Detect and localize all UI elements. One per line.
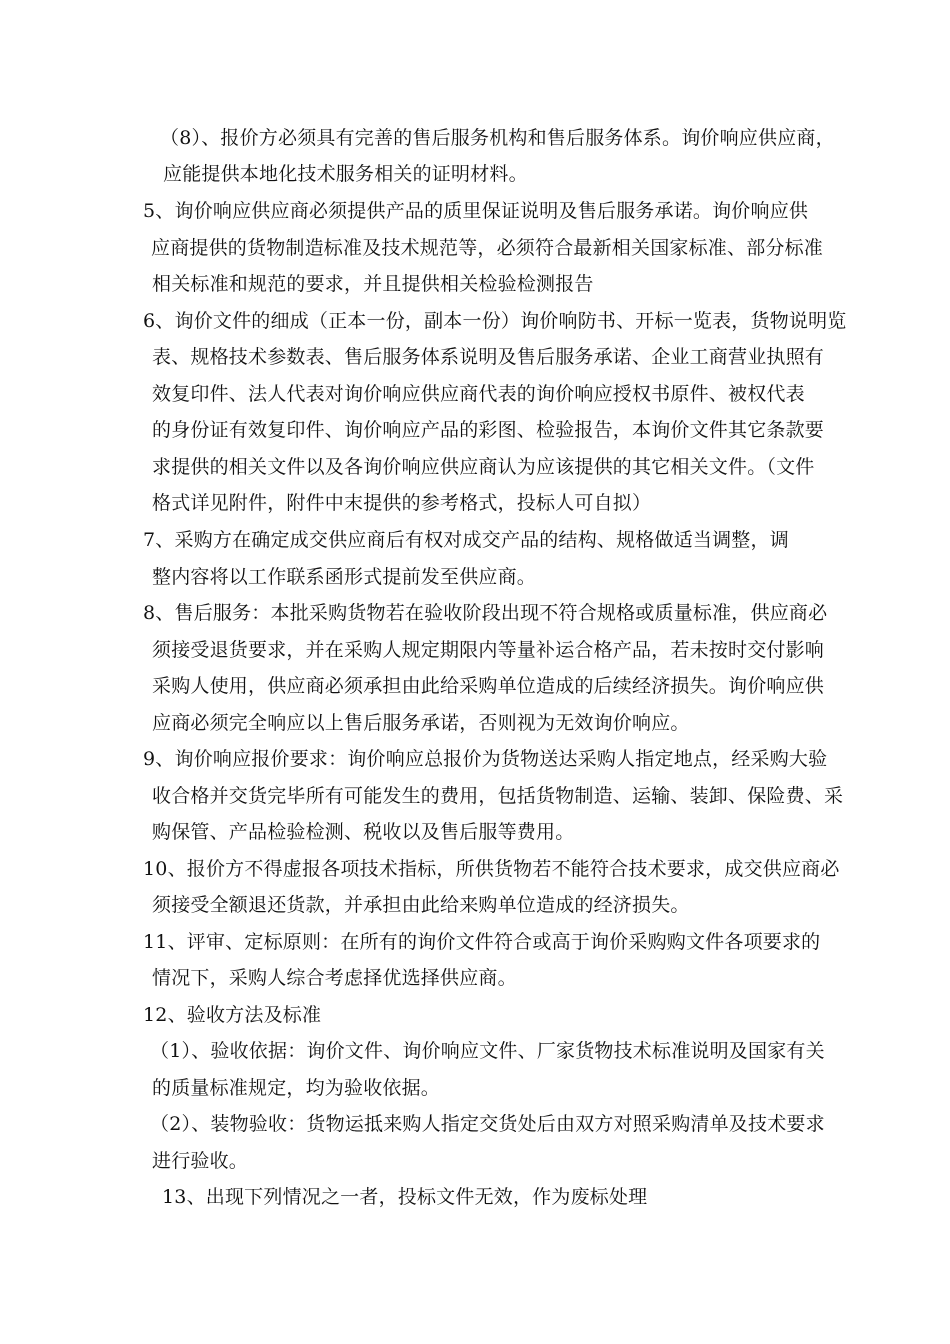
text-line-9: 的身份证有效复印件、询价响应产品的彩图、检验报告，本询价文件其它条款要 (152, 419, 825, 441)
text-line-22: 须接受全额退还货款，并承担由此给来购单位造成的经济损失。 (152, 894, 690, 916)
text-line-18: 9、询价响应报价要求：询价响应总报价为货物送达采购人指定地点，经采购大验 (143, 748, 828, 770)
text-line-21: 10、报价方不得虚报各项技术指标，所供货物若不能符合技术要求，成交供应商必 (143, 858, 840, 880)
text-line-4: 应商提供的货物制造标准及技术规范等，必须符合最新相关国家标准、部分标准 (151, 237, 824, 259)
text-line-1: （8）、报价方必须具有完善的售后服务机构和售后服务体系。询价响应供应商， (160, 127, 835, 149)
text-line-13: 整内容将以工作联系函形式提前发至供应商。 (152, 566, 537, 588)
text-line-11: 格式详见附件，附件中末提供的参考格式，投标人可自拟） (152, 492, 652, 514)
text-line-10: 求提供的相关文件以及各询价响应供应商认为应该提供的其它相关文件。（文件 (152, 456, 815, 478)
text-line-14: 8、售后服务：本批采购货物若在验收阶段出现不符合规格或质量标准，供应商必 (143, 602, 828, 624)
text-line-2: 应能提供本地化技术服务相关的证明材料。 (163, 163, 528, 185)
text-line-30: 13、出现下列情况之一者，投标文件无效，作为废标处理 (162, 1186, 648, 1208)
text-line-6: 6、询价文件的细成（正本一份，副本一份）询价响防书、开标一览表，货物说明览 (143, 310, 847, 332)
text-line-5: 相关标准和规范的要求，并且提供相关检验检测报告 (152, 273, 594, 295)
text-line-27: 的质量标准规定，均为验收依据。 (152, 1077, 441, 1099)
text-line-25: 12、验收方法及标准 (143, 1004, 322, 1026)
text-line-15: 须接受退货要求，并在采购人规定期限内等量补运合格产品，若未按时交付影响 (152, 639, 825, 661)
text-line-26: （1）、验收依据：询价文件、询价响应文件、厂家货物技术标准说明及国家有关 (150, 1040, 825, 1062)
text-line-17: 应商必须完全响应以上售后服务承诺，否则视为无效询价响应。 (152, 712, 690, 734)
text-line-20: 购保管、产品检验检测、税收以及售后服等费用。 (152, 821, 575, 843)
text-line-23: 11、评审、定标原则：在所有的询价文件符合或高于询价采购购文件各项要求的 (143, 931, 821, 953)
text-line-16: 采购人使用，供应商必须承担由此给采购单位造成的后续经济损失。询价响应供 (152, 675, 825, 697)
text-line-8: 效复印件、法人代表对询价响应供应商代表的询价响应授权书原件、被权代表 (152, 383, 805, 405)
text-line-3: 5、询价响应供应商必须提供产品的质里保证说明及售后服务承诺。询价响应供 (143, 200, 809, 222)
text-line-12: 7、采购方在确定成交供应商后有权对成交产品的结构、规格做适当调整，调 (143, 529, 789, 551)
text-line-28: （2）、装物验收：货物运抵来购人指定交货处后由双方对照采购清单及技术要求 (150, 1113, 825, 1135)
text-line-24: 情况下，采购人综合考虑择优选择供应商。 (152, 967, 517, 989)
text-line-19: 收合格并交货完毕所有可能发生的费用，包括货物制造、运输、装卸、保险费、采 (152, 785, 844, 807)
text-line-7: 表、规格技术参数表、售后服务体系说明及售后服务承诺、企业工商营业执照有 (152, 346, 825, 368)
text-line-29: 进行验收。 (152, 1150, 249, 1172)
